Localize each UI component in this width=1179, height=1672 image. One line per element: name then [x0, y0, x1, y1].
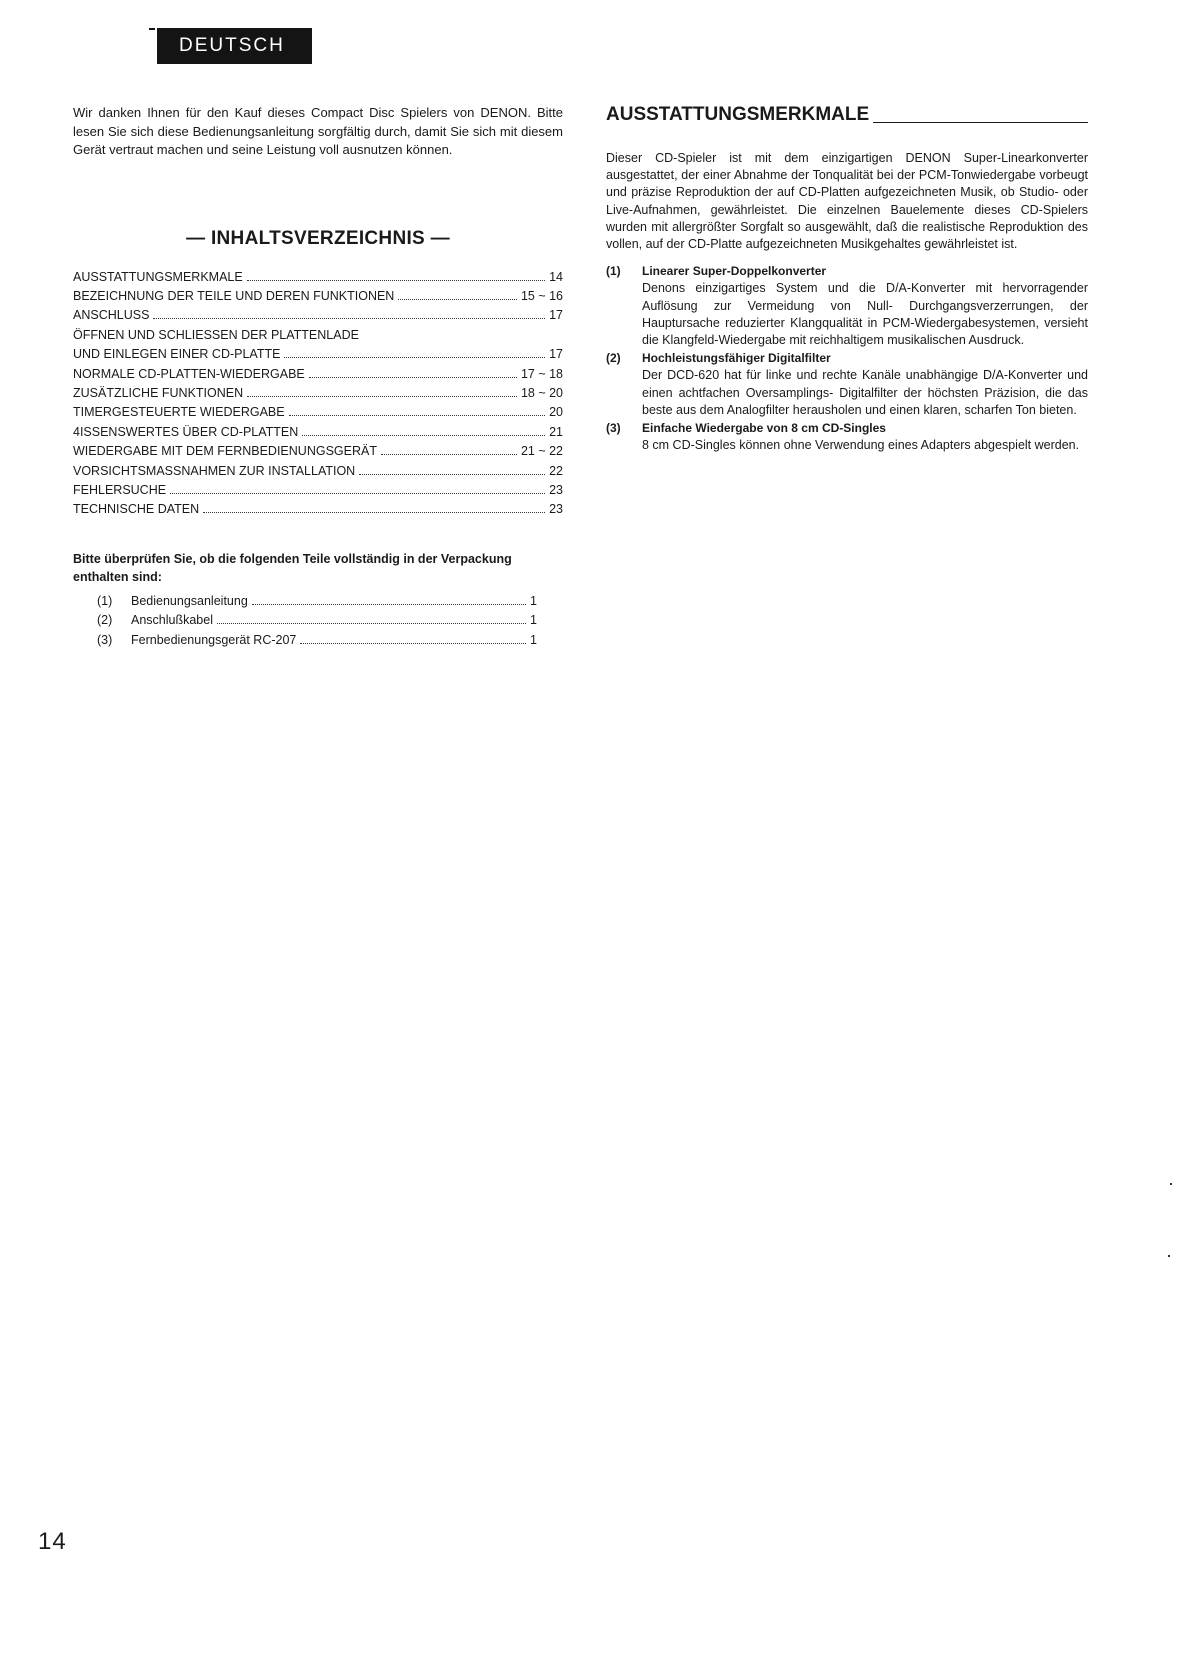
toc-leader — [289, 415, 545, 416]
toc-entry-label: TECHNISCHE DATEN — [73, 502, 200, 517]
feature-number: (2) — [606, 351, 621, 366]
package-contents-title: Bitte überprüfen Sie, ob die folgenden Teile vollständig in der Verpackung enthalten sind: — [73, 551, 512, 584]
toc-leader — [359, 474, 545, 475]
toc-entry-label: TIMERGESTEUERTE WIEDERGABE — [73, 405, 285, 420]
toc-leader — [153, 318, 545, 319]
toc-leader — [203, 512, 545, 513]
toc-entry — [73, 403, 563, 422]
page-number: 14 — [38, 1528, 67, 1555]
toc-entry — [73, 442, 563, 461]
list-item-label: Anschlußkabel — [131, 613, 213, 628]
toc-leader — [284, 357, 545, 358]
toc-entry-label: WIEDERGABE MIT DEM FERNBEDIENUNGSGERÄT — [73, 444, 377, 459]
toc-entry-page: 17 ~ 18 — [520, 366, 563, 381]
features-title-text: AUSSTATTUNGSMERKMALE — [606, 104, 870, 125]
list-item-leader — [252, 604, 526, 605]
toc-entry-page: 23 — [549, 482, 563, 497]
toc-entry-page: 20 — [549, 405, 563, 420]
list-item-number: (3) — [97, 632, 113, 647]
list-item — [97, 611, 537, 630]
toc-leader — [381, 454, 517, 455]
toc-entry — [73, 462, 563, 481]
feature-text: Der DCD-620 hat für linke und rechte Kanäle unabhängige D/A-Konverter und einen achtfachen Oversamplings- Digitalfilter der höchsten Präzision, die das beste aus dem Analogfilter herausholen und einen klaren, scharfen Ton bieten. — [642, 368, 1088, 417]
language-tab: DEUTSCH — [157, 28, 312, 64]
feature-heading: Einfache Wiedergabe von 8 cm CD-Singles — [642, 421, 886, 436]
right-column — [606, 104, 1088, 454]
toc-entry-label: 4ISSENSWERTES ÜBER CD-PLATTEN — [73, 424, 299, 439]
table-of-contents — [73, 268, 563, 520]
feature-body — [642, 420, 1088, 454]
feature-number: (1) — [606, 264, 621, 279]
list-item-qty: 1 — [530, 632, 537, 647]
feature-body — [642, 263, 1088, 349]
toc-leader — [309, 377, 517, 378]
scan-speck — [1170, 1183, 1172, 1185]
list-item — [97, 631, 537, 650]
toc-leader — [247, 280, 545, 281]
list-item-number: (2) — [97, 613, 113, 628]
toc-entry-page: 23 — [549, 502, 563, 517]
list-item-qty: 1 — [530, 613, 537, 628]
feature-text: Denons einzigartiges System und die D/A-Konverter mit hervorragender Auflösung zur Vermeidung von Null- Durchgangsverzerrungen, der Hauptursache reduzierter Klangqualität in PCM-Wiedergabesystemen, versieht die Klangfeld-Wiedergabe mit reichhaltigem musikalischen Ausdruck. — [642, 281, 1088, 348]
list-item-label: Bedienungsanleitung — [131, 593, 248, 608]
toc-leader — [247, 396, 517, 397]
features-section-title — [606, 104, 1088, 126]
feature-body — [642, 350, 1088, 419]
toc-entry-label: ZUSÄTZLICHE FUNKTIONEN — [73, 385, 244, 400]
list-item-number: (1) — [97, 593, 113, 608]
toc-entry-page: 21 — [549, 424, 563, 439]
feature-item — [606, 263, 1088, 349]
features-intro: Dieser CD-Spieler ist mit dem einzigartigen DENON Super-Linearkonverter ausgestattet, der einer Abnahme der Tonqualität bei der PCM-Tonwiedergabe vorbeugt und präzise Reproduktion der auf CD-Platten aufgezeichneten Musik, ob Studio- oder Live-Aufnahmen, gewährleistet. Die einzelnen Bauelemente dieses CD-Spielers wurden mit allergrößter Sorgfalt so ausgewählt, daß die realistische Reproduktion des vollen, auf der CD-Platte aufgezeichneten Musikgehaltes gewährleistet ist. — [606, 151, 1088, 252]
toc-entry-label: ANSCHLUSS — [73, 308, 150, 323]
scan-speck — [1168, 1255, 1170, 1257]
toc-entry-label: FEHLERSUCHE — [73, 482, 167, 497]
toc-entry — [73, 384, 563, 403]
feature-item — [606, 350, 1088, 419]
toc-entry-label: VORSICHTSMASSNAHMEN ZUR INSTALLATION — [73, 463, 356, 478]
intro-paragraph: Wir danken Ihnen für den Kauf dieses Compact Disc Spielers von DENON. Bitte lesen Sie sich diese Bedienungsanleitung sorgfältig durch, damit Sie sich mit diesem Gerät vertraut machen und seine Leistung voll ausnutzen können. — [73, 105, 563, 157]
toc-entry — [73, 326, 563, 345]
toc-leader — [170, 493, 545, 494]
toc-entry-label: UND EINLEGEN EINER CD-PLATTE — [73, 347, 281, 362]
toc-entry-page: 17 — [549, 308, 563, 323]
list-item-leader — [217, 623, 526, 624]
list-item — [97, 592, 537, 611]
toc-entry-page: 14 — [549, 269, 563, 284]
list-item-label: Fernbedienungsgerät RC-207 — [131, 632, 297, 647]
toc-entry-label: BEZEICHNUNG DER TEILE UND DEREN FUNKTIONEN — [73, 288, 395, 303]
toc-entry-label: ÖFFNEN UND SCHLIESSEN DER PLATTENLADE — [73, 327, 359, 342]
toc-entry — [73, 481, 563, 500]
toc-entry-label: AUSSTATTUNGSMERKMALE — [73, 269, 243, 284]
toc-entry — [73, 423, 563, 442]
toc-leader — [398, 299, 517, 300]
list-item-qty: 1 — [530, 593, 537, 608]
toc-entry-page: 22 — [549, 463, 563, 478]
feature-text: 8 cm CD-Singles können ohne Verwendung eines Adapters abgespielt werden. — [642, 438, 1080, 453]
feature-heading: Linearer Super-Doppelkonverter — [642, 264, 827, 279]
list-item-leader — [300, 643, 526, 644]
feature-heading: Hochleistungsfähiger Digitalfilter — [642, 351, 831, 366]
feature-number: (3) — [606, 421, 621, 436]
feature-item — [606, 420, 1088, 454]
package-contents-list — [73, 592, 537, 650]
toc-entry-page: 18 ~ 20 — [520, 385, 563, 400]
title-rule — [873, 122, 1088, 123]
toc-entry-page: 21 ~ 22 — [520, 444, 563, 459]
toc-entry-page: 15 ~ 16 — [520, 288, 563, 303]
toc-entry — [73, 287, 563, 306]
toc-title: — INHALTSVERZEICHNIS — — [186, 227, 450, 249]
toc-entry — [73, 268, 563, 287]
toc-entry-page: 17 — [549, 347, 563, 362]
toc-entry — [73, 306, 563, 325]
toc-leader — [302, 435, 545, 436]
toc-entry — [73, 500, 563, 519]
left-column — [73, 104, 563, 650]
toc-entry — [73, 345, 563, 364]
toc-entry — [73, 365, 563, 384]
toc-entry-label: NORMALE CD-PLATTEN-WIEDERGABE — [73, 366, 305, 381]
